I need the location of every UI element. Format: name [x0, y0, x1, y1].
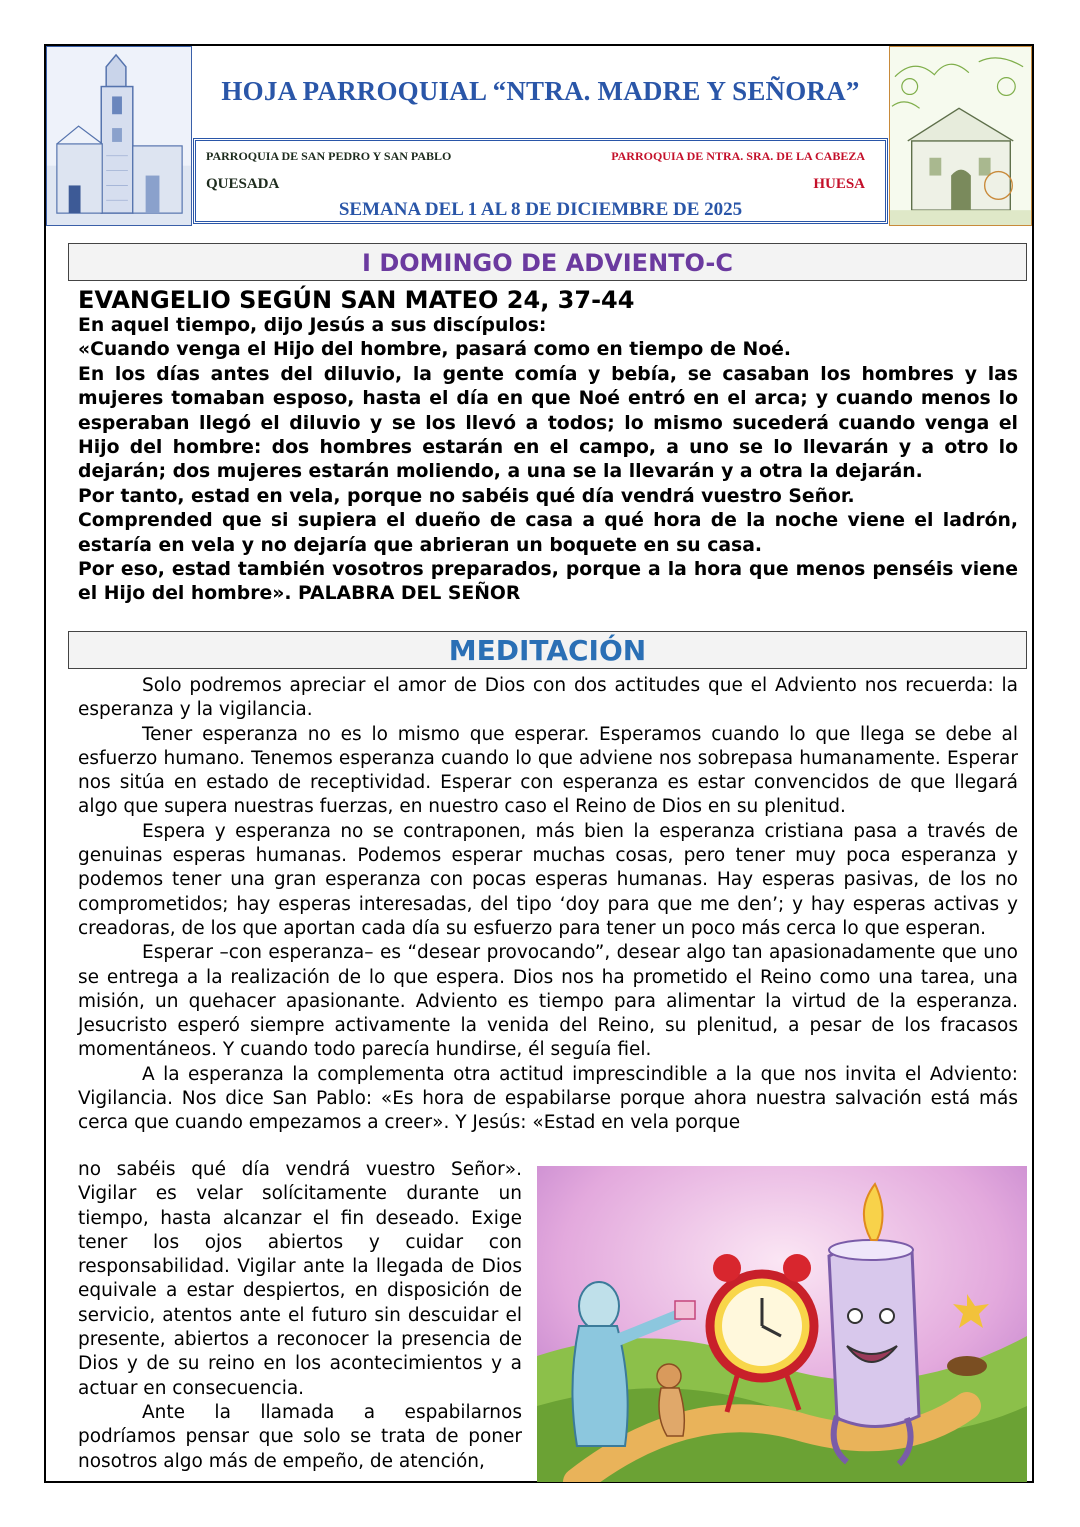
meditation-paragraph: no sabéis qué día vendrá vuestro Señor». Vigilar es velar solícitamente durante un tiempo, hasta alcanzar el fin deseado. Exige tener los ojos abiertos y cuidar con responsabilidad. Vigilar ante la llegada de Dios equivale a estar despiertos, en disposición de servicio, atentos ante el futuro sin descuidar el presente, abiertos a reconocer la presencia de Dios y de su reino en los acontecimientos y a actuar en consecuencia.: [78, 1159, 522, 1399]
advent-illustration: [537, 1166, 1027, 1482]
meditation-paragraph: Tener esperanza no es lo mismo que esperar. Esperamos cuando lo que llega se debe al esfuerzo humano. Tenemos esperanza cuando lo que adviene nos sobrepasa humanamente. Esperar nos sitúa en estado de receptividad. Esperar con esperanza es estar convencidos de que llegará algo que supera nuestras fuerzas, en nuestro caso el Reino de Dios en su plenitud.: [78, 723, 1018, 818]
meditation-paragraph: Espera y esperanza no se contraponen, más bien la esperanza cristiana pasa a través de genuinas esperas humanas. Podemos esperar muchas cosas, pero tener muy poca esperanza y podemos tener una gran esperanza con pocas esperas humanas. Hay esperas pasivas, de los no comprometidos; hay esperas interesadas, del tipo ‘doy para que me den’; y hay esperas activas y creadoras, de los que aportan cada día su esfuerzo para tener un poco más cerca lo que esperan.: [78, 820, 1018, 939]
town-left: QUESADA: [206, 176, 280, 192]
meditation-paragraph: Ante la llamada a espabilarnos podríamos pensar que solo se trata de poner nosotros algo más de empeño, de atención,: [78, 1401, 522, 1472]
meditation-paragraph: Esperar –con esperanza– es “desear provocando”, desear algo tan apasionadamente que uno se entrega a la realización de lo que espera. Dios nos ha prometido el Reino como una tarea, una misión, un quehacer apasionante. Adviento es tiempo para alimentar la virtud de la esperanza. Jesucristo esperó siempre activamente la venida del Reino, su plenitud, a pesar de los fracasos momentáneos. Y cuando todo parecía hundirse, él seguía fiel.: [78, 942, 1018, 1061]
meditation-paragraph: A la esperanza la complementa otra actitud imprescindible a la que nos invita el Adviento: Vigilancia. Nos dice San Pablo: «Es hora de espabilarse porque ahora nuestra salvación está más cerca que cuando empezamos a creer». Y Jesús: «Estad en vela porque: [78, 1063, 1018, 1134]
meditation-title: MEDITACIÓN: [448, 634, 647, 667]
meditation-text: [78, 674, 1018, 1136]
page-title: HOJA PARROQUIAL “NTRA. MADRE Y SEÑORA”: [221, 76, 860, 106]
meditation-title-bar: [68, 631, 1027, 669]
week-range: SEMANA DEL 1 AL 8 DE DICIEMBRE DE 2025: [338, 199, 743, 220]
gospel-paragraph: En aquel tiempo, dijo Jesús a sus discípulos:: [78, 315, 547, 336]
gospel-paragraph: Comprended que si supiera el dueño de casa a qué hora de la noche viene el ladrón, estaría en vela y no dejaría que abrieran un boquete en su casa.: [78, 510, 1018, 556]
parish-left: PARROQUIA DE SAN PEDRO Y SAN PABLO: [206, 149, 452, 163]
meditation-narrow-text: [78, 1158, 522, 1474]
church-facade-image: [889, 46, 1032, 226]
parish-right: PARROQUIA DE NTRA. SRA. DE LA CABEZA: [611, 149, 865, 163]
gospel-paragraph: «Cuando venga el Hijo del hombre, pasará como en tiempo de Noé.: [78, 339, 792, 361]
sunday-title: I DOMINGO DE ADVIENTO-C: [362, 249, 733, 277]
sunday-title-bar: [68, 243, 1027, 281]
meditation-paragraph: Solo podremos apreciar el amor de Dios con dos actitudes que el Adviento nos recuerda: la esperanza y la vigilancia.: [78, 675, 1018, 721]
town-right: HUESA: [813, 176, 865, 192]
gospel-section: [78, 286, 1018, 607]
gospel-paragraph: Por tanto, estad en vela, porque no sabéis qué día vendrá vuestro Señor.: [78, 485, 855, 507]
masthead: [193, 46, 888, 226]
gospel-heading: EVANGELIO SEGÚN SAN MATEO 24, 37-44: [78, 286, 635, 314]
gospel-paragraph: Por eso, estad también vosotros preparados, porque a la hora que menos penséis viene el Hijo del hombre». PALABRA DEL SEÑOR: [78, 559, 1018, 605]
parish-info-box: [193, 138, 888, 224]
church-tower-image: [46, 46, 192, 226]
gospel-paragraph: En los días antes del diluvio, la gente comía y bebía, se casaban los hombres y las mujeres tomaban esposo, hasta el día en que Noé entró en el arca; y cuando menos lo esperaban llegó el diluvio y se los llevó a todos; lo mismo sucederá cuando venga el Hijo del hombre: dos hombres estarán en el campo, a uno se lo llevarán y a otro lo dejarán; dos mujeres estarán moliendo, a una se la llevarán y a otra la dejarán.: [78, 363, 1018, 483]
